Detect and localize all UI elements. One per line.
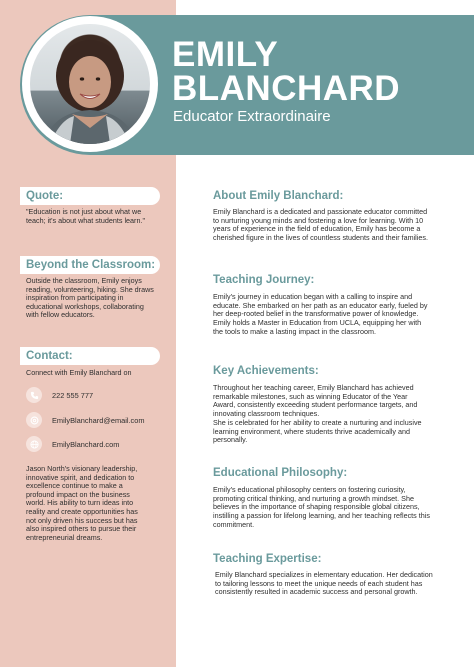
teaching-journey-text: Emily's journey in education began with a calling to inspire and educate. She embarked on her path as an educator early, fueled by her deep-rooted belief in the transformative power of knowledge. Emily holds a Master in Education from UCLA, equipping her with the tools to make a lasting impact in the classroom.: [213, 292, 428, 336]
person-name: [172, 35, 472, 108]
educational-philosophy-heading: Educational Philosophy:: [213, 467, 348, 479]
teaching-expertise-heading: Teaching Expertise:: [213, 553, 322, 565]
contact-heading: Contact:: [20, 347, 160, 365]
tagline: Educator Extraordinaire: [173, 108, 331, 125]
email-address: EmilyBlanchard@email.com: [52, 415, 145, 425]
last-name: BLANCHARD: [172, 69, 401, 108]
phone-icon: [26, 387, 42, 403]
educational-philosophy-text: Emily's educational philosophy centers on fostering curiosity, promoting critical thinking, and nurturing a growth mindset. She believes in the importance of shaping responsible global citizens, instilling a passion for lifelong learning, and her teaching reflects this commitment.: [213, 485, 430, 529]
profile-photo: [30, 24, 150, 144]
portrait-illustration: [30, 24, 150, 144]
first-name: EMILY: [172, 35, 279, 74]
about-heading: About Emily Blanchard:: [213, 190, 344, 202]
contact-website-row[interactable]: [26, 436, 119, 452]
beyond-classroom-heading: Beyond the Classroom:: [20, 256, 160, 274]
about-text: Emily Blanchard is a dedicated and passionate educator committed to nurturing young minds and fostering a love for learning. With 10 years of experience in the field of education, Emily has become a cherished figure in the lives of countless students and their families.: [213, 207, 428, 243]
quote-heading: Quote:: [20, 187, 160, 205]
contact-note: Jason North's visionary leadership, innovative spirit, and dedication to excellence continue to make a profound impact on the business world. His ability to turn ideas into reality and create opportunities has not only driven his success but has also inspired others to pursue their entrepreneurial dreams.: [26, 464, 138, 542]
contact-intro: Connect with Emily Blanchard on: [26, 368, 132, 377]
teaching-expertise-text: Emily Blanchard specializes in elementary education. Her dedication to tailoring lessons to meet the unique needs of each student has consistently resulted in academic success and personal growth.: [215, 570, 433, 597]
achievements-paragraph-2: She is celebrated for her ability to create a nurturing and inclusive learning environment, where students thrive academically and personally.: [213, 417, 422, 445]
contact-phone-row[interactable]: [26, 387, 93, 403]
achievements-paragraph-1: Throughout her teaching career, Emily Blanchard has achieved remarkable milestones, such as winning Educator of the Year Award, consistently exceeding student performance targets, and innovating classroom techniques.: [213, 383, 418, 419]
phone-number: 222 555 777: [52, 390, 94, 400]
contact-email-row[interactable]: [26, 412, 145, 428]
key-achievements-heading: Key Achievements:: [213, 365, 319, 377]
globe-icon: [26, 436, 42, 452]
quote-text: "Education is not just about what we teach; it's about what students learn.": [26, 207, 145, 225]
teaching-journey-heading: Teaching Journey:: [213, 274, 315, 286]
email-icon: [26, 412, 42, 428]
beyond-classroom-text: Outside the classroom, Emily enjoys reading, volunteering, hiking. She draws inspiration from participating in educational workshops, collaborating with fellow educators.: [26, 276, 154, 320]
key-achievements-text: [213, 384, 431, 445]
website-url: EmilyBlanchard.com: [52, 439, 120, 449]
